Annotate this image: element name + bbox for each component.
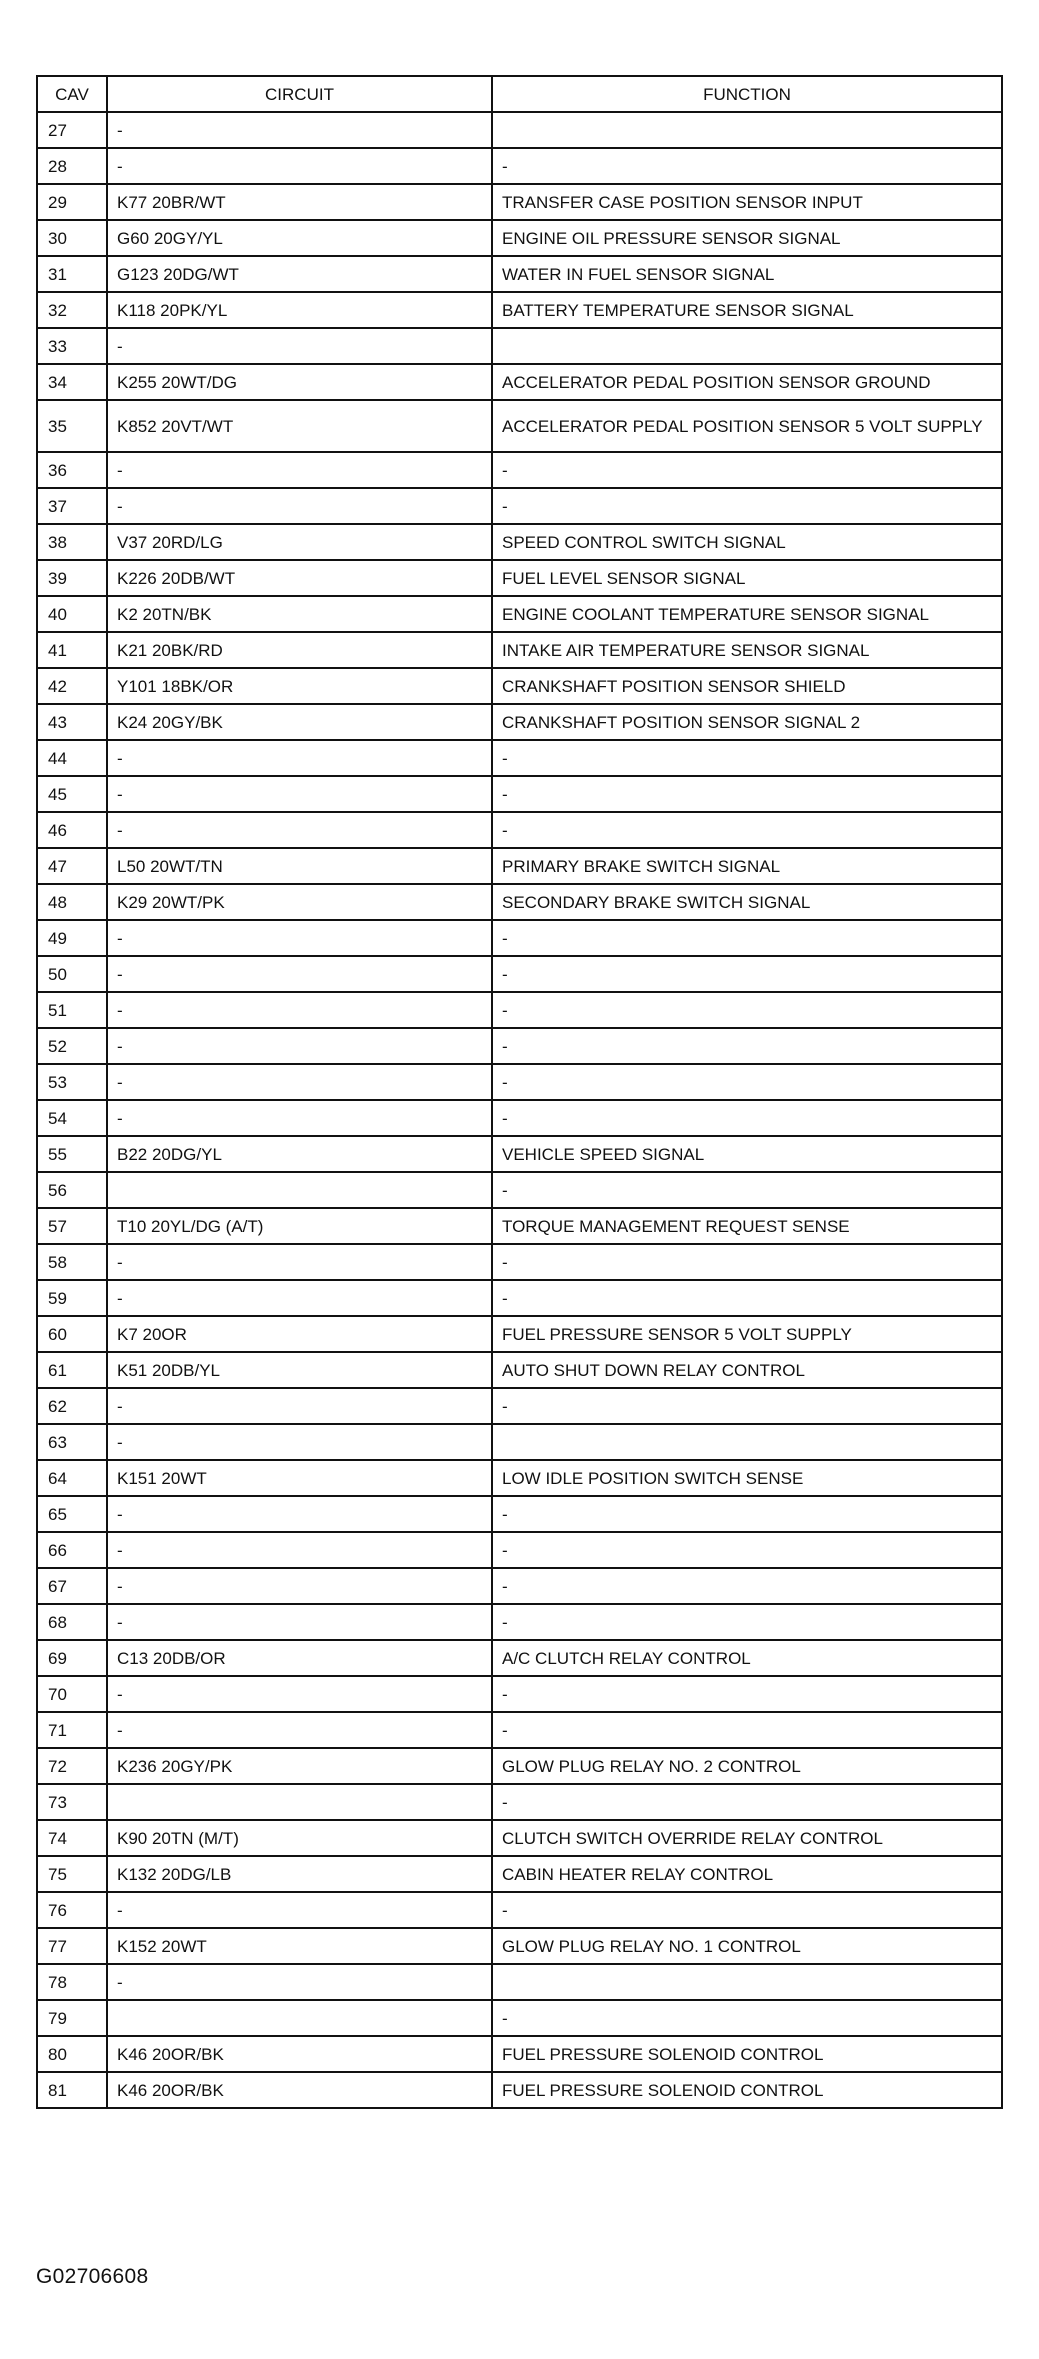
cav-cell: 35 — [37, 400, 107, 452]
circuit-cell: - — [107, 112, 492, 148]
table-row — [37, 1892, 1002, 1928]
cav-cell: 73 — [37, 1784, 107, 1820]
table-row — [37, 148, 1002, 184]
cav-cell: 66 — [37, 1532, 107, 1568]
circuit-cell: - — [107, 1964, 492, 2000]
function-cell: ACCELERATOR PEDAL POSITION SENSOR GROUND — [492, 364, 1002, 400]
function-cell — [492, 112, 1002, 148]
circuit-cell: G123 20DG/WT — [107, 256, 492, 292]
cav-cell: 42 — [37, 668, 107, 704]
circuit-cell: K21 20BK/RD — [107, 632, 492, 668]
table-row — [37, 1244, 1002, 1280]
function-cell: INTAKE AIR TEMPERATURE SENSOR SIGNAL — [492, 632, 1002, 668]
circuit-cell: K151 20WT — [107, 1460, 492, 1496]
circuit-cell: - — [107, 740, 492, 776]
function-cell: - — [492, 1532, 1002, 1568]
cav-cell: 46 — [37, 812, 107, 848]
table-row — [37, 1100, 1002, 1136]
table-row — [37, 1388, 1002, 1424]
table-row — [37, 1352, 1002, 1388]
circuit-cell: K236 20GY/PK — [107, 1748, 492, 1784]
circuit-cell: L50 20WT/TN — [107, 848, 492, 884]
cav-cell: 32 — [37, 292, 107, 328]
function-cell: CRANKSHAFT POSITION SENSOR SIGNAL 2 — [492, 704, 1002, 740]
function-cell: FUEL PRESSURE SOLENOID CONTROL — [492, 2036, 1002, 2072]
circuit-cell: - — [107, 328, 492, 364]
function-cell: - — [492, 1244, 1002, 1280]
table-row — [37, 1568, 1002, 1604]
cav-cell: 30 — [37, 220, 107, 256]
table-row — [37, 1964, 1002, 2000]
cav-cell: 47 — [37, 848, 107, 884]
table-row — [37, 1640, 1002, 1676]
table-row — [37, 560, 1002, 596]
table-row — [37, 184, 1002, 220]
header-row — [37, 76, 1002, 112]
cav-cell: 56 — [37, 1172, 107, 1208]
function-cell: PRIMARY BRAKE SWITCH SIGNAL — [492, 848, 1002, 884]
function-cell — [492, 1424, 1002, 1460]
circuit-cell: - — [107, 488, 492, 524]
table-row — [37, 1172, 1002, 1208]
function-cell: SECONDARY BRAKE SWITCH SIGNAL — [492, 884, 1002, 920]
table-body — [37, 112, 1002, 2108]
circuit-cell: - — [107, 1532, 492, 1568]
figure-id: G02706608 — [36, 2265, 149, 2288]
function-cell: - — [492, 992, 1002, 1028]
circuit-cell: K226 20DB/WT — [107, 560, 492, 596]
table-row — [37, 1460, 1002, 1496]
function-cell: ACCELERATOR PEDAL POSITION SENSOR 5 VOLT SUPPLY — [492, 400, 1002, 452]
connector-pinout-table — [36, 75, 1003, 2109]
function-cell: LOW IDLE POSITION SWITCH SENSE — [492, 1460, 1002, 1496]
function-cell: CABIN HEATER RELAY CONTROL — [492, 1856, 1002, 1892]
table-row — [37, 524, 1002, 560]
cav-cell: 57 — [37, 1208, 107, 1244]
function-cell: AUTO SHUT DOWN RELAY CONTROL — [492, 1352, 1002, 1388]
cav-cell: 68 — [37, 1604, 107, 1640]
cav-cell: 27 — [37, 112, 107, 148]
table-row — [37, 956, 1002, 992]
table-row — [37, 2036, 1002, 2072]
cav-cell: 55 — [37, 1136, 107, 1172]
function-cell: FUEL LEVEL SENSOR SIGNAL — [492, 560, 1002, 596]
cav-cell: 53 — [37, 1064, 107, 1100]
cav-cell: 81 — [37, 2072, 107, 2108]
circuit-cell: K24 20GY/BK — [107, 704, 492, 740]
cav-cell: 79 — [37, 2000, 107, 2036]
table-row — [37, 256, 1002, 292]
table-row — [37, 1676, 1002, 1712]
function-cell: WATER IN FUEL SENSOR SIGNAL — [492, 256, 1002, 292]
cav-cell: 59 — [37, 1280, 107, 1316]
circuit-cell: - — [107, 1028, 492, 1064]
function-cell: - — [492, 1784, 1002, 1820]
circuit-cell: - — [107, 148, 492, 184]
cav-cell: 74 — [37, 1820, 107, 1856]
circuit-cell: K46 20OR/BK — [107, 2072, 492, 2108]
header-circuit: CIRCUIT — [107, 76, 492, 112]
cav-cell: 77 — [37, 1928, 107, 1964]
cav-cell: 80 — [37, 2036, 107, 2072]
function-cell: - — [492, 740, 1002, 776]
circuit-cell: V37 20RD/LG — [107, 524, 492, 560]
header-function: FUNCTION — [492, 76, 1002, 112]
table-row — [37, 632, 1002, 668]
function-cell: - — [492, 776, 1002, 812]
cav-cell: 76 — [37, 1892, 107, 1928]
function-cell — [492, 1964, 1002, 2000]
function-cell: - — [492, 2000, 1002, 2036]
table-row — [37, 812, 1002, 848]
cav-cell: 65 — [37, 1496, 107, 1532]
cav-cell: 67 — [37, 1568, 107, 1604]
circuit-cell: T10 20YL/DG (A/T) — [107, 1208, 492, 1244]
circuit-cell: - — [107, 920, 492, 956]
function-cell: - — [492, 1892, 1002, 1928]
cav-cell: 41 — [37, 632, 107, 668]
cav-cell: 39 — [37, 560, 107, 596]
circuit-cell: K152 20WT — [107, 1928, 492, 1964]
table-row — [37, 452, 1002, 488]
function-cell: - — [492, 1064, 1002, 1100]
cav-cell: 78 — [37, 1964, 107, 2000]
circuit-cell: - — [107, 452, 492, 488]
circuit-cell — [107, 1172, 492, 1208]
table-row — [37, 1316, 1002, 1352]
cav-cell: 62 — [37, 1388, 107, 1424]
function-cell: - — [492, 1496, 1002, 1532]
table-row — [37, 1280, 1002, 1316]
cav-cell: 61 — [37, 1352, 107, 1388]
table-row — [37, 1784, 1002, 1820]
circuit-cell: K2 20TN/BK — [107, 596, 492, 632]
function-cell: TRANSFER CASE POSITION SENSOR INPUT — [492, 184, 1002, 220]
cav-cell: 50 — [37, 956, 107, 992]
table-row — [37, 884, 1002, 920]
cav-cell: 34 — [37, 364, 107, 400]
function-cell: - — [492, 1388, 1002, 1424]
circuit-cell: - — [107, 1676, 492, 1712]
table-row — [37, 1532, 1002, 1568]
function-cell: SPEED CONTROL SWITCH SIGNAL — [492, 524, 1002, 560]
table-row — [37, 400, 1002, 452]
table-row — [37, 776, 1002, 812]
circuit-cell: - — [107, 1604, 492, 1640]
function-cell: - — [492, 1028, 1002, 1064]
cav-cell: 58 — [37, 1244, 107, 1280]
circuit-cell: K51 20DB/YL — [107, 1352, 492, 1388]
table-row — [37, 220, 1002, 256]
table-row — [37, 1208, 1002, 1244]
cav-cell: 71 — [37, 1712, 107, 1748]
cav-cell: 48 — [37, 884, 107, 920]
circuit-cell: Y101 18BK/OR — [107, 668, 492, 704]
cav-cell: 51 — [37, 992, 107, 1028]
circuit-cell: K90 20TN (M/T) — [107, 1820, 492, 1856]
function-cell: A/C CLUTCH RELAY CONTROL — [492, 1640, 1002, 1676]
function-cell: BATTERY TEMPERATURE SENSOR SIGNAL — [492, 292, 1002, 328]
function-cell: - — [492, 1676, 1002, 1712]
function-cell: GLOW PLUG RELAY NO. 1 CONTROL — [492, 1928, 1002, 1964]
function-cell: ENGINE OIL PRESSURE SENSOR SIGNAL — [492, 220, 1002, 256]
circuit-cell: - — [107, 1496, 492, 1532]
function-cell: CRANKSHAFT POSITION SENSOR SHIELD — [492, 668, 1002, 704]
circuit-cell: K7 20OR — [107, 1316, 492, 1352]
table-header — [37, 76, 1002, 112]
table-row — [37, 920, 1002, 956]
circuit-cell: - — [107, 1712, 492, 1748]
table-row — [37, 1712, 1002, 1748]
circuit-cell: - — [107, 956, 492, 992]
circuit-cell: K852 20VT/WT — [107, 400, 492, 452]
function-cell: - — [492, 812, 1002, 848]
cav-cell: 69 — [37, 1640, 107, 1676]
cav-cell: 64 — [37, 1460, 107, 1496]
cav-cell: 40 — [37, 596, 107, 632]
table-row — [37, 1856, 1002, 1892]
function-cell: - — [492, 488, 1002, 524]
circuit-cell: C13 20DB/OR — [107, 1640, 492, 1676]
circuit-cell: - — [107, 1568, 492, 1604]
table-row — [37, 1928, 1002, 1964]
circuit-cell: - — [107, 1280, 492, 1316]
cav-cell: 29 — [37, 184, 107, 220]
table-row — [37, 364, 1002, 400]
circuit-cell: K77 20BR/WT — [107, 184, 492, 220]
cav-cell: 36 — [37, 452, 107, 488]
circuit-cell: - — [107, 1100, 492, 1136]
table-row — [37, 1424, 1002, 1460]
function-cell: - — [492, 1712, 1002, 1748]
cav-cell: 31 — [37, 256, 107, 292]
table-row — [37, 292, 1002, 328]
circuit-cell: K29 20WT/PK — [107, 884, 492, 920]
function-cell: CLUTCH SWITCH OVERRIDE RELAY CONTROL — [492, 1820, 1002, 1856]
function-cell: ENGINE COOLANT TEMPERATURE SENSOR SIGNAL — [492, 596, 1002, 632]
table-row — [37, 1604, 1002, 1640]
function-cell: - — [492, 1100, 1002, 1136]
table-row — [37, 740, 1002, 776]
table-row — [37, 1064, 1002, 1100]
cav-cell: 75 — [37, 1856, 107, 1892]
table-row — [37, 992, 1002, 1028]
circuit-cell: K132 20DG/LB — [107, 1856, 492, 1892]
cav-cell: 72 — [37, 1748, 107, 1784]
table-row — [37, 668, 1002, 704]
table-row — [37, 1748, 1002, 1784]
function-cell: - — [492, 956, 1002, 992]
function-cell: - — [492, 1604, 1002, 1640]
table-row — [37, 112, 1002, 148]
function-cell: - — [492, 452, 1002, 488]
cav-cell: 54 — [37, 1100, 107, 1136]
table-row — [37, 328, 1002, 364]
cav-cell: 45 — [37, 776, 107, 812]
circuit-cell: - — [107, 1424, 492, 1460]
circuit-cell: - — [107, 1064, 492, 1100]
cav-cell: 63 — [37, 1424, 107, 1460]
header-cav: CAV — [37, 76, 107, 112]
cav-cell: 44 — [37, 740, 107, 776]
circuit-cell: - — [107, 1244, 492, 1280]
function-cell: - — [492, 1172, 1002, 1208]
circuit-cell: K255 20WT/DG — [107, 364, 492, 400]
cav-cell: 37 — [37, 488, 107, 524]
circuit-cell — [107, 2000, 492, 2036]
cav-cell: 60 — [37, 1316, 107, 1352]
function-cell: TORQUE MANAGEMENT REQUEST SENSE — [492, 1208, 1002, 1244]
function-cell: FUEL PRESSURE SOLENOID CONTROL — [492, 2072, 1002, 2108]
function-cell: FUEL PRESSURE SENSOR 5 VOLT SUPPLY — [492, 1316, 1002, 1352]
function-cell: VEHICLE SPEED SIGNAL — [492, 1136, 1002, 1172]
cav-cell: 33 — [37, 328, 107, 364]
function-cell: - — [492, 1568, 1002, 1604]
cav-cell: 70 — [37, 1676, 107, 1712]
cav-cell: 28 — [37, 148, 107, 184]
table-row — [37, 488, 1002, 524]
function-cell: - — [492, 1280, 1002, 1316]
table-row — [37, 596, 1002, 632]
circuit-cell: B22 20DG/YL — [107, 1136, 492, 1172]
circuit-cell: K46 20OR/BK — [107, 2036, 492, 2072]
table-row — [37, 1028, 1002, 1064]
table-row — [37, 1496, 1002, 1532]
function-cell: - — [492, 920, 1002, 956]
circuit-cell: - — [107, 1388, 492, 1424]
function-cell: - — [492, 148, 1002, 184]
table-row — [37, 1820, 1002, 1856]
circuit-cell: - — [107, 1892, 492, 1928]
circuit-cell: - — [107, 992, 492, 1028]
circuit-cell: - — [107, 776, 492, 812]
table-row — [37, 2072, 1002, 2108]
table-row — [37, 704, 1002, 740]
table-row — [37, 848, 1002, 884]
circuit-cell: - — [107, 812, 492, 848]
table-row — [37, 1136, 1002, 1172]
cav-cell: 49 — [37, 920, 107, 956]
circuit-cell: G60 20GY/YL — [107, 220, 492, 256]
circuit-cell — [107, 1784, 492, 1820]
function-cell: GLOW PLUG RELAY NO. 2 CONTROL — [492, 1748, 1002, 1784]
cav-cell: 43 — [37, 704, 107, 740]
cav-cell: 52 — [37, 1028, 107, 1064]
cav-cell: 38 — [37, 524, 107, 560]
circuit-cell: K118 20PK/YL — [107, 292, 492, 328]
function-cell — [492, 328, 1002, 364]
table-row — [37, 2000, 1002, 2036]
